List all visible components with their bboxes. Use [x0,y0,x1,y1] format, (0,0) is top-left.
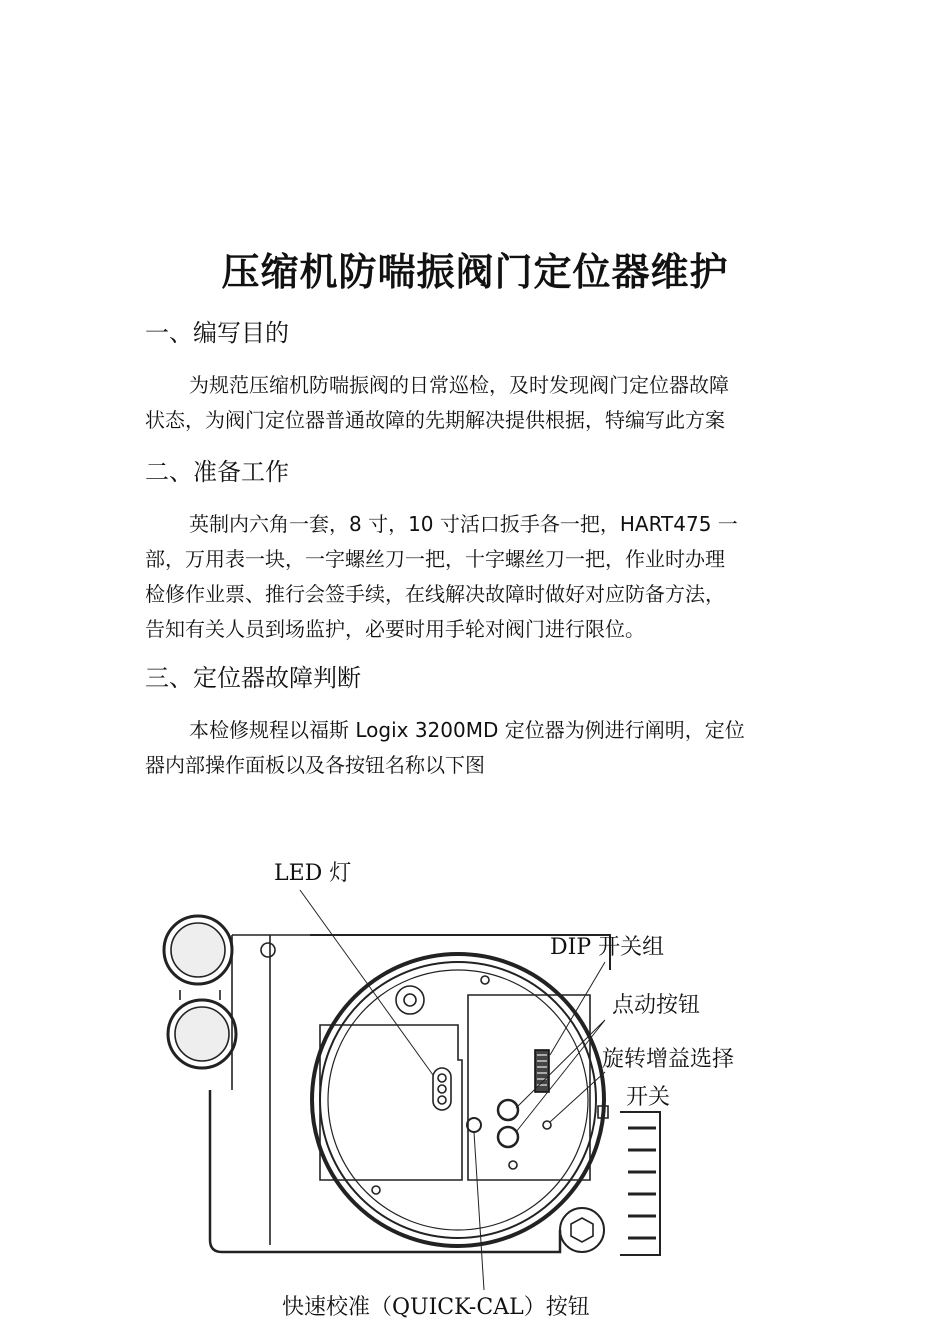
paragraph-purpose [145,368,810,438]
text-line: 告知有关人员到场监护，必要时用手轮对阀门进行限位。 [145,617,645,641]
section-heading-diagnosis: 三、定位器故障判断 [145,664,361,692]
positioner-figure [150,850,800,1330]
cover-ring [312,954,604,1246]
paragraph-preparation [145,507,810,647]
label-quickcal-button: 快速校准（QUICK-CAL）按钮 [282,1295,590,1320]
text-line: 本检修规程以福斯 Logix 3200MD 定位器为例进行阐明，定位 [189,718,745,742]
text-line: 英制内六角一套，8 寸，10 寸活口扳手各一把，HART475 一 [189,512,738,536]
hex-plug [560,1208,604,1252]
section-heading-purpose: 一、编写目的 [145,319,289,347]
paragraph-diagnosis [145,713,810,783]
text-line: 检修作业票、推行会签手续，在线解决故障时做好对应防备方法， [145,582,725,606]
text-line: 器内部操作面板以及各按钮名称以下图 [145,753,485,777]
leader-quickcal [474,1132,484,1290]
gain-switch [543,1121,551,1129]
positioner-drawing [150,850,800,1330]
label-dip-switch: DIP 开关组 [550,935,665,960]
label-led: LED 灯 [274,861,352,886]
document-title: 压缩机防喘振阀门定位器维护 [221,250,729,294]
section-heading-preparation: 二、准备工作 [145,458,289,486]
label-gain-switch-line2: 开关 [626,1085,671,1110]
label-jog-button: 点动按钮 [612,993,701,1018]
label-gain-switch: 旋转增益选择 [602,1047,735,1072]
text-line: 为规范压缩机防喘振阀的日常巡检，及时发现阀门定位器故障 [189,373,729,397]
quickcal-button [467,1118,481,1132]
text-line: 部，万用表一块，一字螺丝刀一把，十字螺丝刀一把，作业时办理 [145,547,725,571]
leader-dip [550,962,605,1055]
jog-button [498,1100,518,1120]
terminal-block [620,1112,660,1255]
text-line: 状态，为阀门定位器普通故障的先期解决提供根据，特编写此方案 [145,408,725,432]
